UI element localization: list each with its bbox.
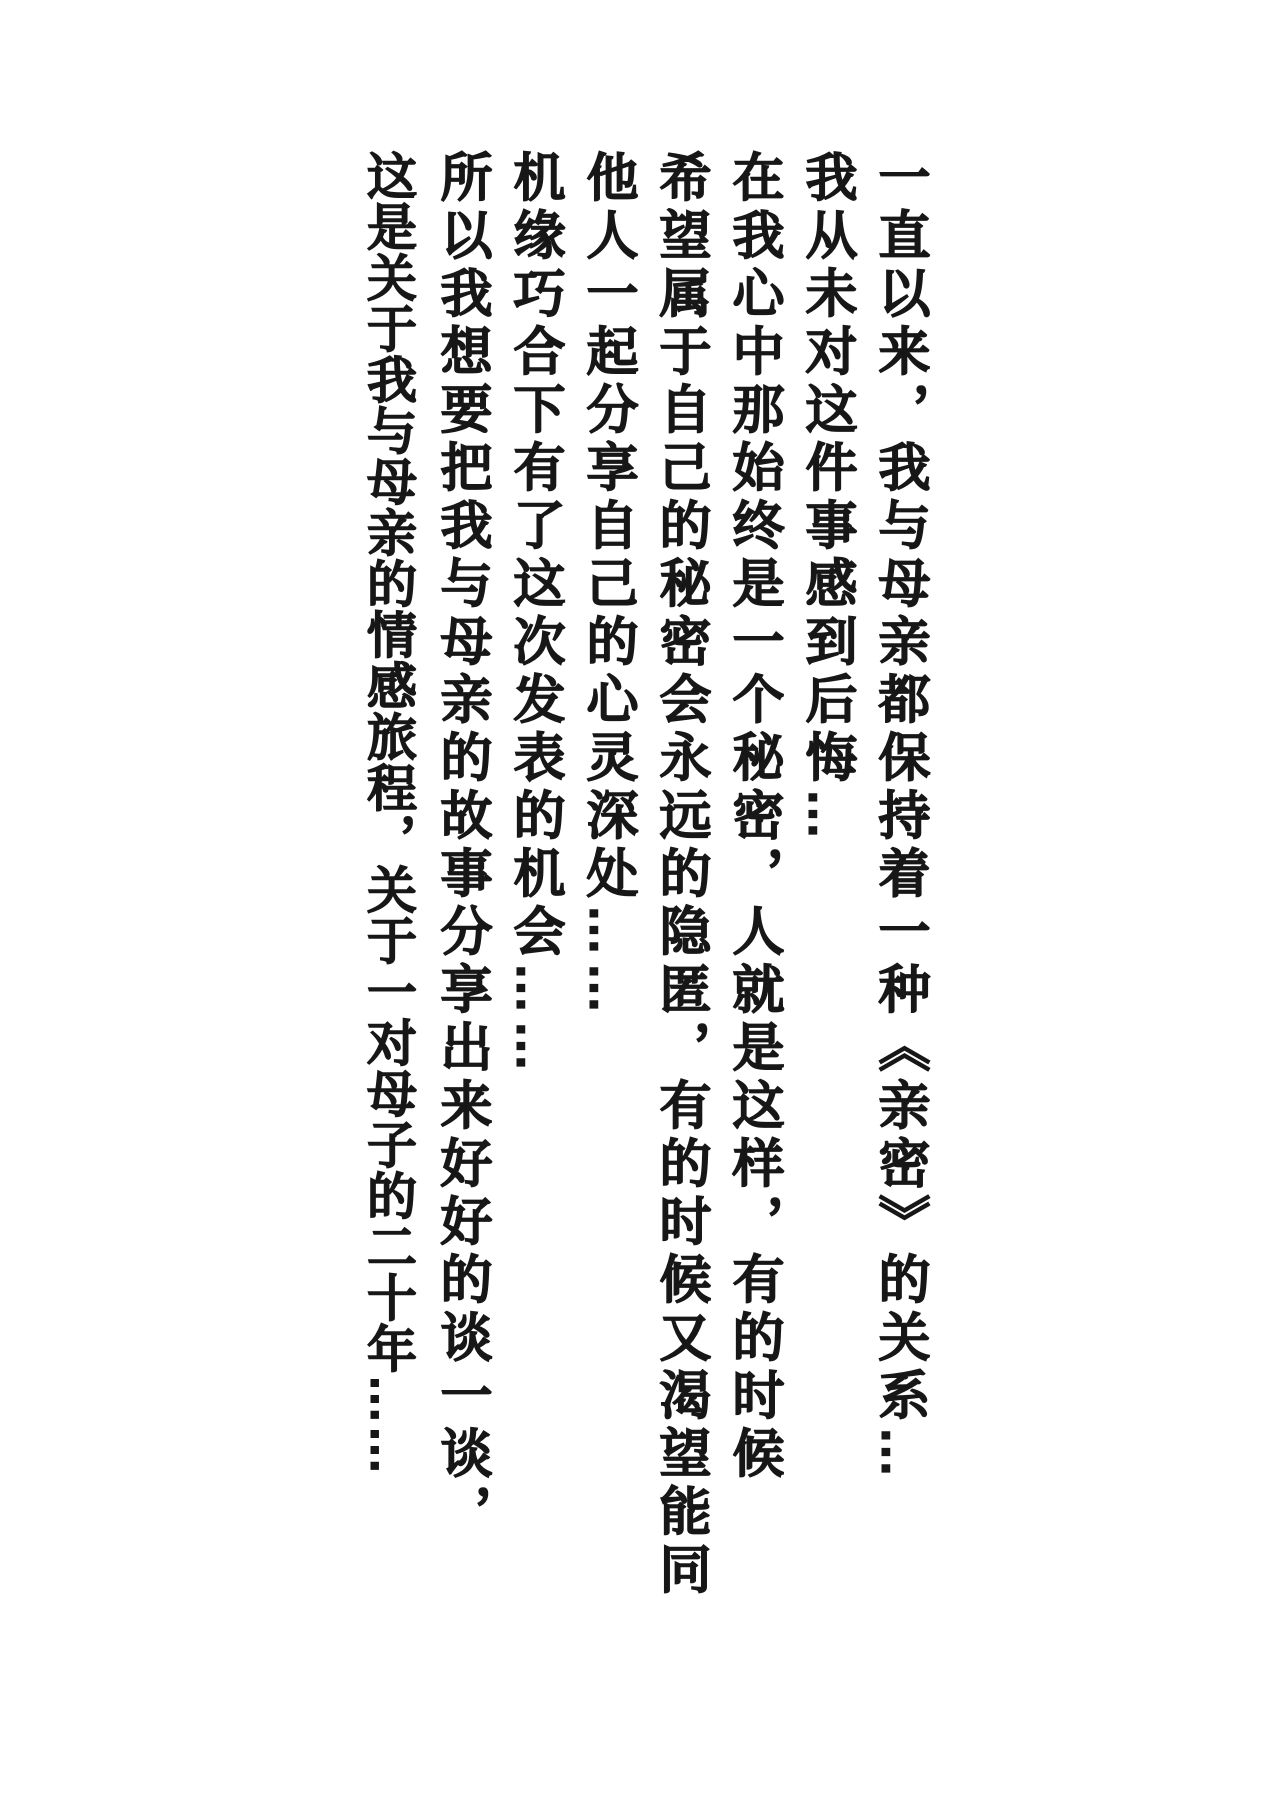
text-column-7: 所以我想要把我与母亲的故事分享出来好好的谈一谈， [432, 150, 490, 1542]
text-column-2: 我从未对这件事感到后悔… [797, 150, 855, 846]
vertical-text-block [351, 150, 935, 1810]
text-column-4: 希望属于自己的秘密会永远的隐匿，有的时候又渴望能同 [651, 150, 709, 1600]
text-column-6: 机缘巧合下有了这次发表的机会…… [505, 150, 563, 1078]
text-column-3: 在我心中那始终是一个秘密，人就是这样，有的时候 [724, 150, 782, 1484]
text-column-1: 一直以来，我与母亲都保持着一种《亲密》的关系… [870, 150, 928, 1484]
text-column-5: 他人一起分享自己的心灵深处…… [578, 150, 636, 1020]
text-column-8: 这是关于我与母亲的情感旅程，关于一对母子的二十年…… [360, 150, 416, 1476]
